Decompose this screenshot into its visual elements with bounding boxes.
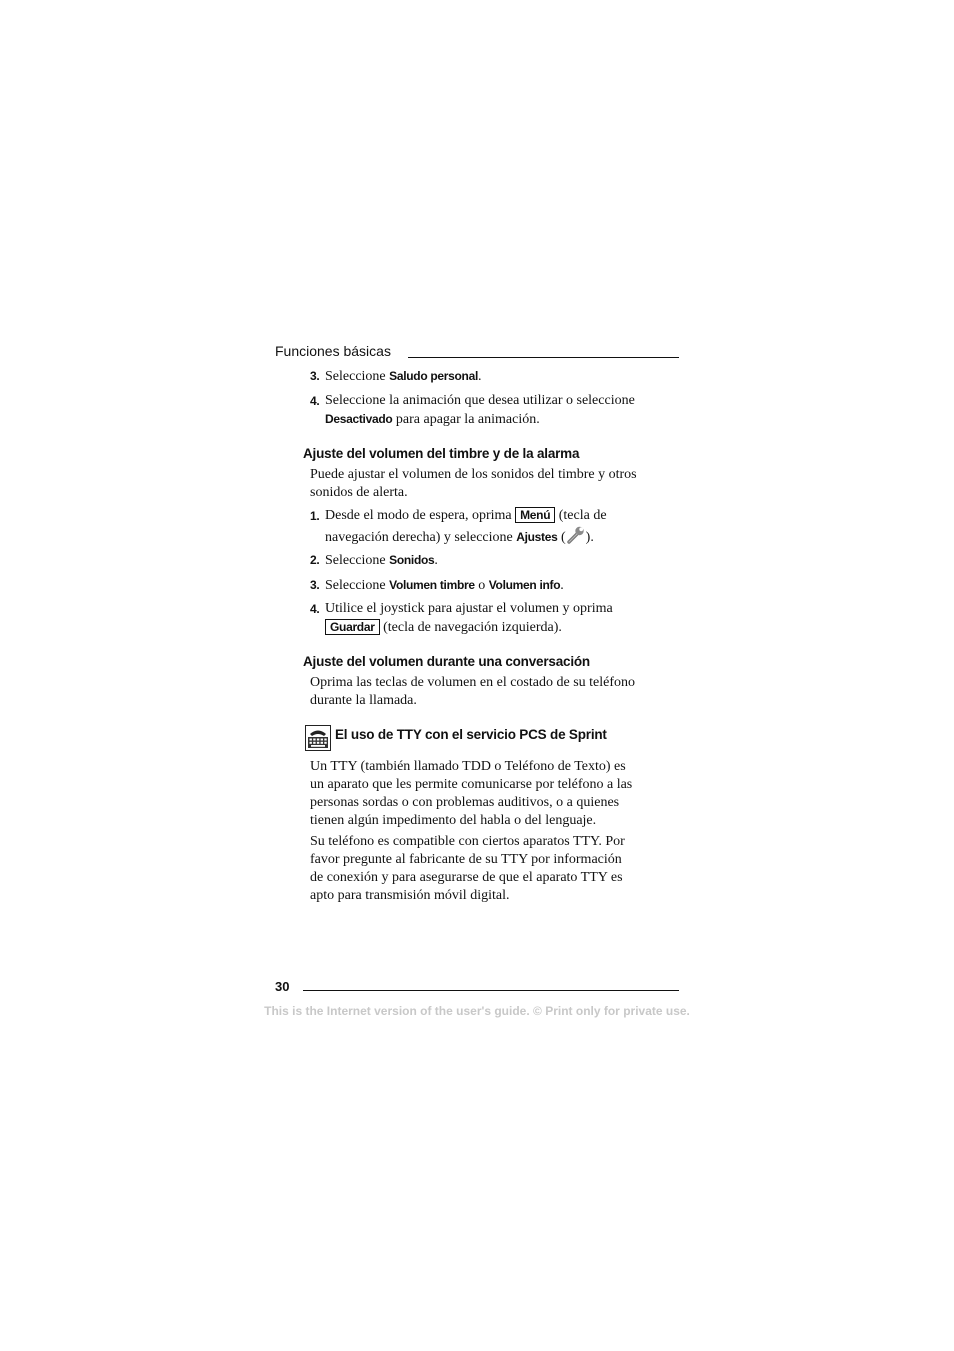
tty-keyboard-icon [305,725,331,751]
step-number: 1. [310,509,320,523]
wrench-icon [566,526,586,542]
step-number: 4. [310,602,320,616]
section-header [275,342,391,360]
menu-option-ajustes: Ajustes [516,530,558,544]
tty-paragraph-2: Su teléfono es compatible con ciertos aparatos TTY. Por favor pregunte al fabricante de su TTY por información de conexión y para asegurarse de que el aparato TTY es apto para transmisión móvil digital. [310,834,625,903]
heading-call-volume: Ajuste del volumen durante una conversación [303,654,590,669]
guardar-softkey: Guardar [325,619,380,635]
menu-option-volumen-timbre: Volumen timbre [389,578,475,592]
step-number: 3. [310,578,320,592]
menu-option-desactivado: Desactivado [325,412,393,426]
menu-option-saludo: Saludo personal [389,369,478,383]
call-volume-text: Oprima las teclas de volumen en el costado de su teléfono durante la llamada. [310,675,636,708]
menu-option-sonidos: Sonidos [389,553,435,567]
header-rule [408,357,679,358]
step-number: 2. [310,553,320,567]
tty-paragraph-1: Un TTY (también llamado TDD o Teléfono de Texto) es un aparato que les permite comunicarse por teléfono a las personas sordas o con problemas auditivos, o a quienes tienen algún impedimento del habla o del lenguaje. [310,759,633,828]
heading-tty: El uso de TTY con el servicio PCS de Sprint [335,727,607,742]
page-number: 30 [275,979,290,994]
menu-option-volumen-info: Volumen info [488,578,561,592]
heading-ringer-volume: Ajuste del volumen del timbre y de la alarma [303,446,580,461]
ringer-intro: Puede ajustar el volumen de los sonidos del timbre y otros sonidos de alerta. [310,467,637,500]
step-number: 3. [310,369,320,383]
footer-rule [303,990,679,991]
menu-softkey: Menú [515,507,555,523]
step-number: 4. [310,394,320,408]
internet-version-notice: This is the Internet version of the user's guide. © Print only for private use. [264,1004,690,1018]
section-title: Funciones básicas [275,343,391,359]
